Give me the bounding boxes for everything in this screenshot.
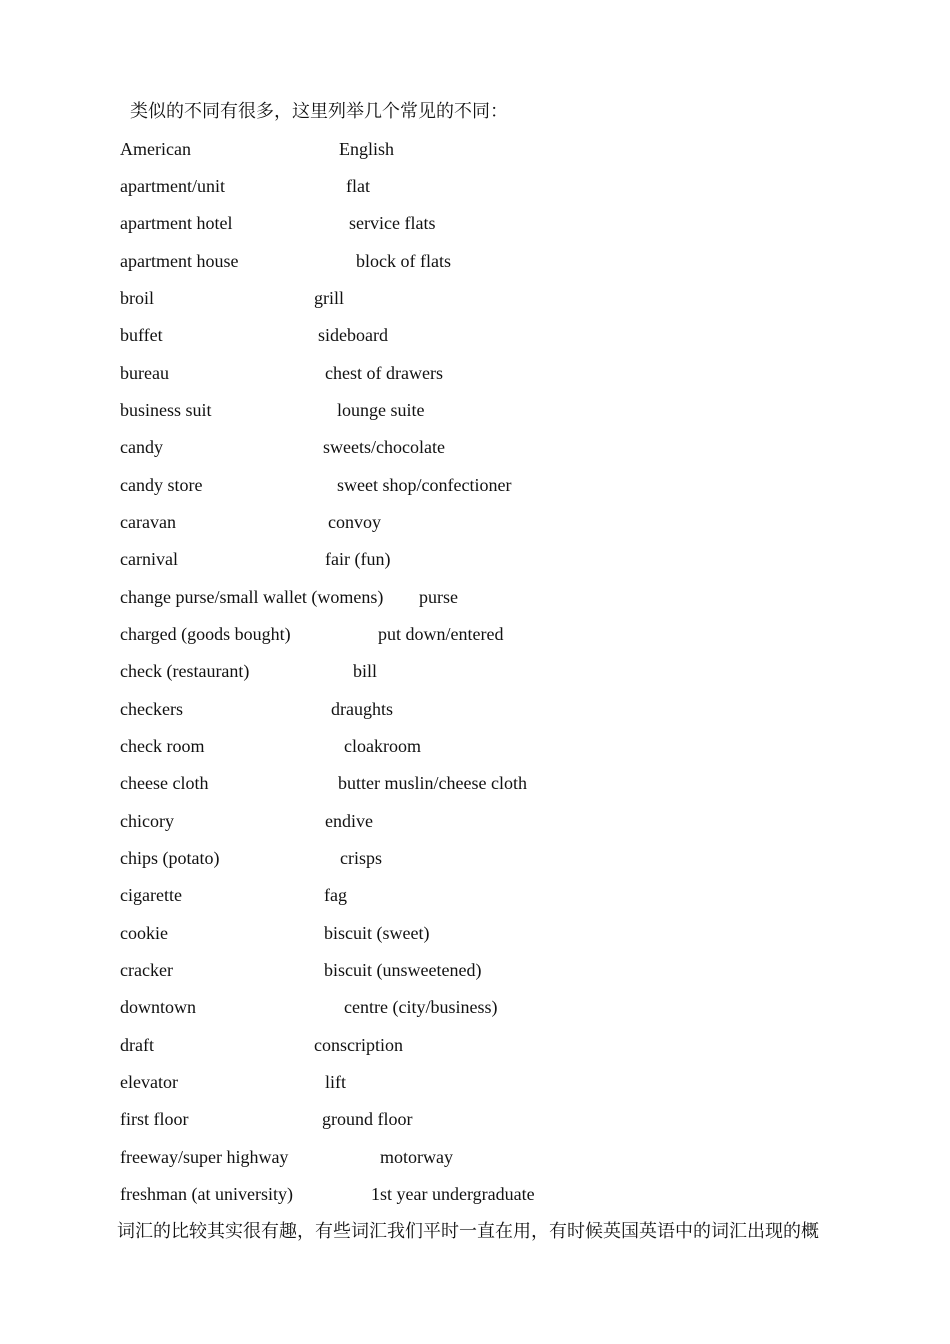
list-item [0,921,950,945]
american-term: bureau [120,363,169,383]
american-term: cracker [120,960,173,980]
intro-paragraph: 类似的不同有很多，这里列举几个常见的不同： [130,101,508,121]
list-item [0,286,950,310]
list-item [0,547,950,571]
english-term: fair (fun) [325,549,391,569]
english-term: service flats [349,213,436,233]
american-term: chips (potato) [120,848,220,868]
american-term: downtown [120,997,196,1017]
english-term: cloakroom [344,736,421,756]
american-term: cigarette [120,885,182,905]
american-term: candy store [120,475,203,495]
american-term: carnival [120,549,178,569]
english-term: lounge suite [337,400,425,420]
english-term: motorway [380,1147,453,1167]
american-column-header: American [120,139,191,159]
american-term: check (restaurant) [120,661,250,681]
american-term: freeway/super highway [120,1147,289,1167]
english-term: flat [346,176,370,196]
english-term: bill [353,661,378,681]
list-item [0,995,950,1019]
american-term: business suit [120,400,212,420]
list-item [0,883,950,907]
english-term: conscription [314,1035,403,1055]
english-term: chest of drawers [325,363,443,383]
list-item [0,1182,950,1206]
english-term: biscuit (unsweetened) [324,960,482,980]
list-item [0,1107,950,1131]
american-term: checkers [120,699,183,719]
english-term: crisps [340,848,382,868]
list-item [0,473,950,497]
list-item [0,958,950,982]
closing-paragraph: 词汇的比较其实很有趣，有些词汇我们平时一直在用，有时候英国英语中的词汇出现的概 [117,1221,819,1241]
english-term: grill [314,288,344,308]
english-term: 1st year undergraduate [371,1184,535,1204]
list-item [0,659,950,683]
american-term: buffet [120,325,163,345]
list-item [0,585,950,609]
list-item [0,771,950,795]
american-term: apartment hotel [120,213,233,233]
list-item [0,1070,950,1094]
american-term: draft [120,1035,154,1055]
list-item [0,1145,950,1169]
list-item [0,846,950,870]
list-item [0,361,950,385]
american-term: apartment house [120,251,239,271]
american-term: chicory [120,811,174,831]
english-column-header: English [339,139,395,159]
english-term: lift [325,1072,346,1092]
list-item [0,622,950,646]
list-item [0,734,950,758]
american-term: candy [120,437,163,457]
english-term: butter muslin/cheese cloth [338,773,527,793]
list-item [0,510,950,534]
english-term: draughts [331,699,393,719]
list-item [0,809,950,833]
american-term: check room [120,736,205,756]
english-term: convoy [328,512,381,532]
english-term: fag [324,885,347,905]
list-item [0,1033,950,1057]
american-term: cookie [120,923,168,943]
english-term: ground floor [322,1109,413,1129]
list-item [0,435,950,459]
american-term: first floor [120,1109,189,1129]
english-term: sweets/chocolate [323,437,445,457]
list-item [0,398,950,422]
list-item [0,249,950,273]
american-term: charged (goods bought) [120,624,291,644]
list-header-row [0,137,950,161]
english-term: endive [325,811,373,831]
english-term: sweet shop/confectioner [337,475,512,495]
english-term: biscuit (sweet) [324,923,430,943]
american-term: elevator [120,1072,178,1092]
list-item [0,174,950,198]
list-item [0,211,950,235]
english-term: purse [419,587,458,607]
american-term: cheese cloth [120,773,209,793]
list-item [0,697,950,721]
american-term: caravan [120,512,176,532]
american-term: apartment/unit [120,176,225,196]
english-term: block of flats [356,251,451,271]
english-term: sideboard [318,325,388,345]
american-term: freshman (at university) [120,1184,293,1204]
english-term: centre (city/business) [344,997,498,1017]
english-term: put down/entered [378,624,504,644]
list-item [0,323,950,347]
american-term: change purse/small wallet (womens) [120,587,384,607]
american-term: broil [120,288,154,308]
